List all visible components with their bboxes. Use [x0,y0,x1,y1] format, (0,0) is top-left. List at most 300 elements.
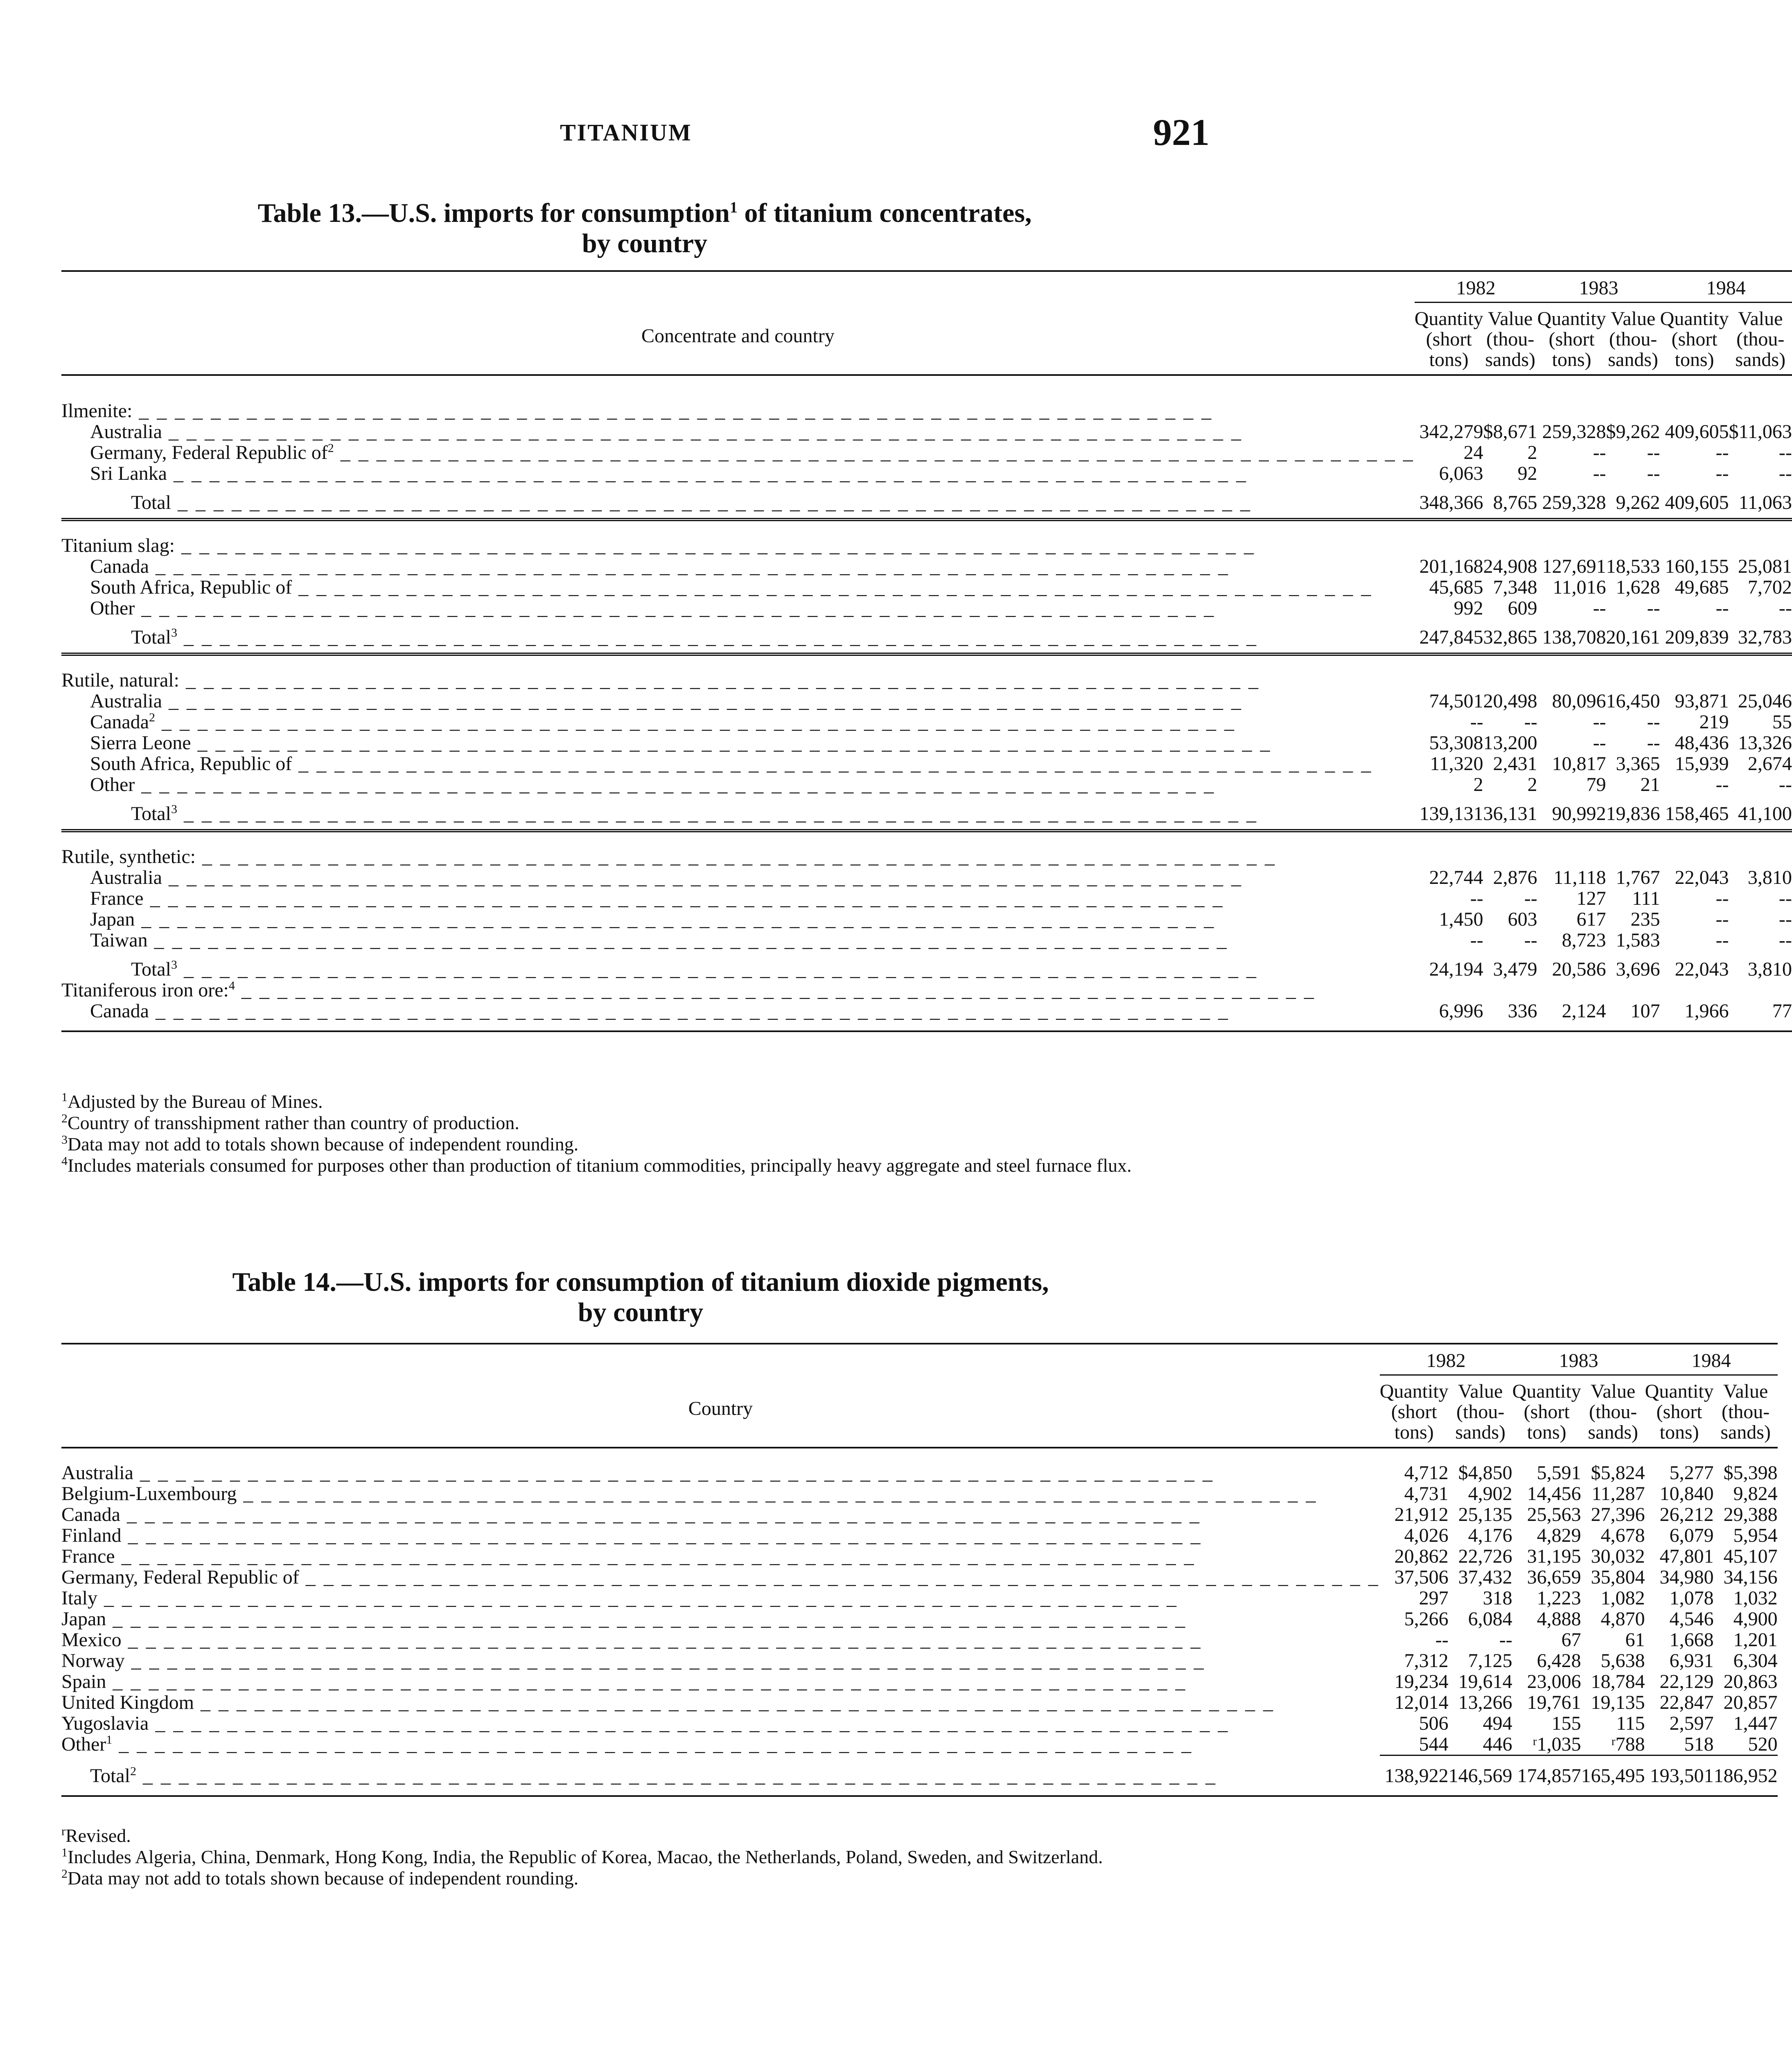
row-label: Finland _ _ _ _ _ _ _ _ _ _ _ _ _ _ _ _ _ _ _ _ _ _ _ _ _ _ _ _ _ _ _ _ _ _ _ _ _ _ _ _ _ _ _ _ _ _ _ _ _ _ _ _ _ _ _ _ _ _ _ _ [61,1525,1202,1546]
total-value: 138,708 [1542,626,1606,648]
cell-value: 4,829 [1537,1525,1581,1546]
cell-value: 22,744 [1429,867,1483,888]
cell-value: 12,014 [1394,1692,1449,1713]
quantity-header: Quantity (short tons) [1380,1375,1449,1448]
quantity-header: Quantity (short tons) [1660,303,1729,375]
cell-value: 992 [1453,597,1483,619]
cell-value: 24,908 [1483,556,1537,577]
cell-value: 259,328 [1542,421,1606,443]
row-label: Belgium-Luxembourg _ _ _ _ _ _ _ _ _ _ _ _ _ _ _ _ _ _ _ _ _ _ _ _ _ _ _ _ _ _ _ _ _ _ _ _ _ _ _ _ _ _ _ _ _ _ _ _ _ _ _ _ _ _ _ _ _ _ _ _ [61,1483,1318,1505]
cell-value: 16,450 [1606,690,1660,712]
cell-value: -- [1524,711,1537,733]
cell-value: 2,597 [1669,1713,1714,1734]
page-number: 921 [1153,111,1210,153]
row-label: Mexico _ _ _ _ _ _ _ _ _ _ _ _ _ _ _ _ _ _ _ _ _ _ _ _ _ _ _ _ _ _ _ _ _ _ _ _ _ _ _ _ _ _ _ _ _ _ _ _ _ _ _ _ _ _ _ _ _ _ _ _ [61,1629,1202,1651]
table-row [61,1713,1778,1734]
cell-value: 7,702 [1747,576,1792,598]
table-row [61,1546,1778,1567]
total-row [61,795,1792,824]
row-label: Japan _ _ _ _ _ _ _ _ _ _ _ _ _ _ _ _ _ _ _ _ _ _ _ _ _ _ _ _ _ _ _ _ _ _ _ _ _ _ _ _ _ _ _ _ _ _ _ _ _ _ _ _ _ _ _ _ _ _ _ _ [61,1608,1187,1630]
row-label: France _ _ _ _ _ _ _ _ _ _ _ _ _ _ _ _ _ _ _ _ _ _ _ _ _ _ _ _ _ _ _ _ _ _ _ _ _ _ _ _ _ _ _ _ _ _ _ _ _ _ _ _ _ _ _ _ _ _ _ _ [90,888,1224,909]
cell-value: 609 [1508,597,1537,619]
cell-value: 22,726 [1458,1545,1512,1567]
row-label: Germany, Federal Republic of _ _ _ _ _ _ _ _ _ _ _ _ _ _ _ _ _ _ _ _ _ _ _ _ _ _ _ _ _ _ _ _ _ _ _ _ _ _ _ _ _ _ _ _ _ _ _ _ _ _ _ _ _ _ _ _ _ _ _ _ [61,1566,1380,1588]
cell-value: 520 [1748,1733,1778,1755]
column-label: Country [61,1375,1380,1448]
cell-value: 7,312 [1404,1650,1449,1672]
cell-value: -- [1715,442,1729,463]
total-value: 22,043 [1675,958,1729,980]
cell-value: 31,195 [1527,1545,1581,1567]
cell-value: -- [1778,908,1792,930]
cell-value: 603 [1508,908,1537,930]
cell-value: 494 [1483,1713,1512,1734]
year-header: 1983 [1512,1344,1645,1375]
total-value: 186,952 [1714,1765,1778,1796]
value-header: Value (thou- sands) [1483,303,1537,375]
cell-value: ʳ1,035 [1532,1733,1581,1755]
table-row [61,888,1792,909]
cell-value: 22,043 [1675,867,1729,888]
table-row [61,1483,1778,1504]
cell-value: 5,638 [1600,1650,1645,1672]
cell-value: 4,546 [1669,1608,1714,1630]
year-header: 1982 [1380,1344,1512,1375]
row-label: Other _ _ _ _ _ _ _ _ _ _ _ _ _ _ _ _ _ _ _ _ _ _ _ _ _ _ _ _ _ _ _ _ _ _ _ _ _ _ _ _ _ _ _ _ _ _ _ _ _ _ _ _ _ _ _ _ _ _ _ _ [90,597,1216,619]
cell-value: 5,277 [1669,1462,1714,1484]
total-value: 139,131 [1419,803,1483,825]
total-value: 247,845 [1419,626,1483,648]
value-header: Value (thou- sands) [1606,303,1660,375]
cell-value: 1,583 [1616,929,1660,951]
table-row [61,1567,1778,1588]
total-value: 3,810 [1747,958,1792,980]
table13-footnotes [61,1091,1207,1176]
total-value: 9,262 [1616,492,1660,513]
total-label: Total$^3$ _ _ _ _ _ _ _ _ _ _ _ _ _ _ _ _ _ _ _ _ _ _ _ _ _ _ _ _ _ _ _ _ _ _ _ _ _ _ _ _ _ _ _ _ _ _ _ _ _ _ _ _ _ _ _ _ _ _ _ _ [131,802,1258,825]
cell-value: -- [1470,888,1483,909]
cell-value: 34,980 [1659,1566,1714,1588]
row-label: Sierra Leone _ _ _ _ _ _ _ _ _ _ _ _ _ _ _ _ _ _ _ _ _ _ _ _ _ _ _ _ _ _ _ _ _ _ _ _ _ _ _ _ _ _ _ _ _ _ _ _ _ _ _ _ _ _ _ _ _ _ _ _ [90,732,1272,754]
footnote: $^r$Revised. [61,1824,131,1846]
cell-value: 2,431 [1493,753,1537,775]
cell-value: 25,046 [1738,690,1792,712]
table-row [61,442,1792,463]
cell-value: 25,135 [1458,1504,1512,1525]
cell-value: -- [1435,1629,1449,1651]
table-row [61,421,1792,442]
table13-caption: Table 13.—U.S. imports for consumption$^1$ of titanium concentrates, by country [257,198,1032,258]
cell-value: 48,436 [1675,732,1729,754]
cell-value: 22,847 [1659,1692,1714,1713]
cell-value: 2 [1527,442,1537,463]
cell-value: -- [1647,442,1660,463]
cell-value: 20,863 [1723,1671,1778,1692]
cell-value: 1,668 [1669,1629,1714,1651]
cell-value: 21 [1640,774,1660,795]
cell-value: $11,063 [1729,421,1792,443]
table-row [61,1629,1778,1650]
cell-value: 10,817 [1552,753,1606,775]
year-header: 1982 [1415,271,1537,303]
cell-value: 1,201 [1733,1629,1778,1651]
quantity-header: Quantity (short tons) [1415,303,1483,375]
table-row [61,1504,1778,1525]
row-label: Australia _ _ _ _ _ _ _ _ _ _ _ _ _ _ _ _ _ _ _ _ _ _ _ _ _ _ _ _ _ _ _ _ _ _ _ _ _ _ _ _ _ _ _ _ _ _ _ _ _ _ _ _ _ _ _ _ _ _ _ _ [90,867,1243,888]
cell-value: 1,450 [1439,908,1483,930]
cell-value: -- [1715,908,1729,930]
page-header [0,111,1416,153]
table-row [61,1692,1778,1713]
cell-value: 13,200 [1483,732,1537,754]
value-header: Value (thou- sands) [1581,1375,1645,1448]
row-label: Other _ _ _ _ _ _ _ _ _ _ _ _ _ _ _ _ _ _ _ _ _ _ _ _ _ _ _ _ _ _ _ _ _ _ _ _ _ _ _ _ _ _ _ _ _ _ _ _ _ _ _ _ _ _ _ _ _ _ _ _ [90,774,1216,795]
cell-value: 155 [1551,1713,1581,1734]
cell-value: -- [1715,463,1729,484]
cell-value: 4,888 [1537,1608,1581,1630]
quantity-header: Quantity (short tons) [1645,1375,1714,1448]
cell-value: 1,767 [1616,867,1660,888]
cell-value: 5,954 [1733,1525,1778,1546]
table-row [61,463,1792,484]
total-row [61,951,1792,980]
cell-value: 93,871 [1675,690,1729,712]
row-label: Italy _ _ _ _ _ _ _ _ _ _ _ _ _ _ _ _ _ _ _ _ _ _ _ _ _ _ _ _ _ _ _ _ _ _ _ _ _ _ _ _ _ _ _ _ _ _ _ _ _ _ _ _ _ _ _ _ _ _ _ _ [61,1587,1178,1609]
total-value: 19,836 [1606,803,1660,825]
value-header: Value (thou- sands) [1729,303,1792,375]
cell-value: 10,840 [1659,1483,1714,1505]
table14 [61,1343,1778,1797]
group-heading: Rutile, synthetic: _ _ _ _ _ _ _ _ _ _ _ _ _ _ _ _ _ _ _ _ _ _ _ _ _ _ _ _ _ _ _ _ _ _ _ _ _ _ _ _ _ _ _ _ _ _ _ _ _ _ _ _ _ _ _ _ _ _ _ _ [61,846,1276,868]
cell-value: 25,081 [1738,556,1792,577]
total-value: 41,100 [1738,803,1792,825]
cell-value: 80,096 [1552,690,1606,712]
cell-value: -- [1715,597,1729,619]
cell-value: 8,723 [1562,929,1606,951]
cell-value: 219 [1699,711,1729,733]
cell-value: 297 [1419,1587,1449,1609]
table-row [61,712,1792,732]
cell-value: 2,124 [1537,1001,1606,1031]
total-label: Total _ _ _ _ _ _ _ _ _ _ _ _ _ _ _ _ _ _ _ _ _ _ _ _ _ _ _ _ _ _ _ _ _ _ _ _ _ _ _ _ _ _ _ _ _ _ _ _ _ _ _ _ _ _ _ _ _ _ _ _ [131,492,1252,513]
cell-value: 2 [1527,774,1537,795]
total-value: 174,857 [1512,1765,1581,1796]
cell-value: -- [1647,732,1660,754]
cell-value: 20,862 [1394,1545,1449,1567]
cell-value: 55 [1772,711,1792,733]
cell-value: 506 [1419,1713,1449,1734]
total-row [61,1765,1778,1796]
table-row [61,774,1792,795]
total-value: 409,605 [1665,492,1729,513]
cell-value: -- [1593,442,1606,463]
row-label: United Kingdom _ _ _ _ _ _ _ _ _ _ _ _ _ _ _ _ _ _ _ _ _ _ _ _ _ _ _ _ _ _ _ _ _ _ _ _ _ _ _ _ _ _ _ _ _ _ _ _ _ _ _ _ _ _ _ _ _ _ _ _ [61,1692,1275,1713]
cell-value: 53,308 [1429,732,1483,754]
total-value: 138,922 [1380,1765,1449,1796]
cell-value: 11,320 [1430,753,1483,775]
cell-value: $8,671 [1483,421,1537,443]
total-value: 259,328 [1542,492,1606,513]
row-label: Other$^1$ _ _ _ _ _ _ _ _ _ _ _ _ _ _ _ _ _ _ _ _ _ _ _ _ _ _ _ _ _ _ _ _ _ _ _ _ _ _ _ _ _ _ _ _ _ _ _ _ _ _ _ _ _ _ _ _ _ _ _ _ [61,1733,1193,1755]
group-heading: Titaniferous iron ore:$^4$ _ _ _ _ _ _ _ _ _ _ _ _ _ _ _ _ _ _ _ _ _ _ _ _ _ _ _ _ _ _ _ _ _ _ _ _ _ _ _ _ _ _ _ _ _ _ _ _ _ _ _ _ _ _ _ _ _ _ _ _ [61,979,1316,1001]
total-label: Total$^3$ _ _ _ _ _ _ _ _ _ _ _ _ _ _ _ _ _ _ _ _ _ _ _ _ _ _ _ _ _ _ _ _ _ _ _ _ _ _ _ _ _ _ _ _ _ _ _ _ _ _ _ _ _ _ _ _ _ _ _ _ [131,626,1258,648]
cell-value: 6,063 [1439,463,1483,484]
row-label: Taiwan _ _ _ _ _ _ _ _ _ _ _ _ _ _ _ _ _ _ _ _ _ _ _ _ _ _ _ _ _ _ _ _ _ _ _ _ _ _ _ _ _ _ _ _ _ _ _ _ _ _ _ _ _ _ _ _ _ _ _ _ [90,929,1228,951]
cell-value: 127,691 [1542,556,1606,577]
cell-value: $4,850 [1458,1462,1512,1484]
cell-value: 7,125 [1468,1650,1512,1672]
row-label: Australia _ _ _ _ _ _ _ _ _ _ _ _ _ _ _ _ _ _ _ _ _ _ _ _ _ _ _ _ _ _ _ _ _ _ _ _ _ _ _ _ _ _ _ _ _ _ _ _ _ _ _ _ _ _ _ _ _ _ _ _ [90,421,1243,443]
cell-value: 1,082 [1600,1587,1645,1609]
cell-value: -- [1778,888,1792,909]
cell-value: 409,605 [1665,421,1729,443]
cell-value: 29,388 [1723,1504,1778,1525]
cell-value: 2 [1473,774,1483,795]
table-row [61,598,1792,619]
table-row [61,753,1792,774]
total-row [61,484,1792,513]
table-row [61,1650,1778,1671]
cell-value: 13,326 [1738,732,1792,754]
cell-value: 127 [1576,888,1606,909]
cell-value: 11,016 [1553,576,1606,598]
cell-value: 22,129 [1659,1671,1714,1692]
table-row [61,1734,1778,1756]
cell-value: 4,678 [1600,1525,1645,1546]
table-row [61,1671,1778,1692]
cell-value: 26,212 [1659,1504,1714,1525]
cell-value: 115 [1616,1713,1645,1734]
cell-value: 160,155 [1665,556,1729,577]
cell-value: 24 [1463,442,1483,463]
table-row [61,867,1792,888]
cell-value: 111 [1632,888,1660,909]
cell-value: 18,533 [1606,556,1660,577]
cell-value: 23,006 [1527,1671,1581,1692]
year-header: 1984 [1660,271,1792,303]
footnote: $^4$Includes materials consumed for purposes other than production of titanium commodities, principally heavy aggregate and steel furnace flux. [61,1154,1132,1176]
section-title: TITANIUM [560,119,692,146]
row-label: Yugoslavia _ _ _ _ _ _ _ _ _ _ _ _ _ _ _ _ _ _ _ _ _ _ _ _ _ _ _ _ _ _ _ _ _ _ _ _ _ _ _ _ _ _ _ _ _ _ _ _ _ _ _ _ _ _ _ _ _ _ _ _ [61,1713,1230,1734]
cell-value: 11,287 [1591,1483,1645,1505]
cell-value: 342,279 [1419,421,1483,443]
row-label: Canada _ _ _ _ _ _ _ _ _ _ _ _ _ _ _ _ _ _ _ _ _ _ _ _ _ _ _ _ _ _ _ _ _ _ _ _ _ _ _ _ _ _ _ _ _ _ _ _ _ _ _ _ _ _ _ _ _ _ _ _ [61,1001,1415,1031]
cell-value: 4,900 [1733,1608,1778,1630]
cell-value: 1,966 [1660,1001,1729,1031]
total-value: 348,366 [1419,492,1483,513]
total-value: 158,465 [1665,803,1729,825]
cell-value: 18,784 [1591,1671,1645,1692]
cell-value: 5,591 [1537,1462,1581,1484]
cell-value: 518 [1684,1733,1714,1755]
cell-value: 1,447 [1733,1713,1778,1734]
cell-value: 47,801 [1659,1545,1714,1567]
cell-value: 336 [1483,1001,1537,1031]
cell-value: 19,614 [1458,1671,1512,1692]
footnote: $^1$Adjusted by the Bureau of Mines. [61,1090,323,1112]
cell-value: -- [1647,463,1660,484]
cell-value: -- [1715,888,1729,909]
total-value: 32,783 [1738,626,1792,648]
row-label: Sri Lanka _ _ _ _ _ _ _ _ _ _ _ _ _ _ _ _ _ _ _ _ _ _ _ _ _ _ _ _ _ _ _ _ _ _ _ _ _ _ _ _ _ _ _ _ _ _ _ _ _ _ _ _ _ _ _ _ _ _ _ _ [90,463,1248,484]
total-value: 165,495 [1581,1765,1645,1796]
cell-value: 544 [1419,1733,1449,1755]
cell-value: 4,176 [1468,1525,1512,1546]
cell-value: 235 [1630,908,1660,930]
cell-value: 2,674 [1747,753,1792,775]
cell-value: 37,432 [1458,1566,1512,1588]
total-value: 20,161 [1606,626,1660,648]
row-label: Germany, Federal Republic $of^2$ _ _ _ _ _ _ _ _ _ _ _ _ _ _ _ _ _ _ _ _ _ _ _ _ _ _ _ _ _ _ _ _ _ _ _ _ _ _ _ _ _ _ _ _ _ _ _ _ _ _ _ _ _ _ _ _ _ _ _ _ [90,441,1415,463]
table-row [61,1001,1792,1031]
cell-value: 4,902 [1468,1483,1512,1505]
footnote: $^1$Includes Algeria, China, Denmark, Hong Kong, India, the Republic of Korea, Macao, the Netherlands, Poland, Sweden, and Switzerland. [61,1846,1103,1867]
row-label: Canada$^2$ _ _ _ _ _ _ _ _ _ _ _ _ _ _ _ _ _ _ _ _ _ _ _ _ _ _ _ _ _ _ _ _ _ _ _ _ _ _ _ _ _ _ _ _ _ _ _ _ _ _ _ _ _ _ _ _ _ _ _ _ [90,711,1236,733]
cell-value: -- [1715,774,1729,795]
cell-value: 1,223 [1537,1587,1581,1609]
row-label: Australia _ _ _ _ _ _ _ _ _ _ _ _ _ _ _ _ _ _ _ _ _ _ _ _ _ _ _ _ _ _ _ _ _ _ _ _ _ _ _ _ _ _ _ _ _ _ _ _ _ _ _ _ _ _ _ _ _ _ _ _ [90,690,1243,712]
row-label: Norway _ _ _ _ _ _ _ _ _ _ _ _ _ _ _ _ _ _ _ _ _ _ _ _ _ _ _ _ _ _ _ _ _ _ _ _ _ _ _ _ _ _ _ _ _ _ _ _ _ _ _ _ _ _ _ _ _ _ _ _ [61,1650,1205,1672]
cell-value: $5,824 [1591,1462,1645,1484]
cell-value: -- [1778,597,1792,619]
cell-value: 6,079 [1669,1525,1714,1546]
footnote: $^3$Data may not add to totals shown because of independent rounding. [61,1133,579,1155]
footnote: $^2$Data may not add to totals shown because of independent rounding. [61,1867,579,1889]
table-row [61,1525,1778,1546]
cell-value: 77 [1729,1001,1792,1031]
value-header: Value (thou- sands) [1449,1375,1512,1448]
cell-value: 6,084 [1468,1608,1512,1630]
cell-value: 49,685 [1675,576,1729,598]
group-heading: Ilmenite: _ _ _ _ _ _ _ _ _ _ _ _ _ _ _ _ _ _ _ _ _ _ _ _ _ _ _ _ _ _ _ _ _ _ _ _ _ _ _ _ _ _ _ _ _ _ _ _ _ _ _ _ _ _ _ _ _ _ _ _ [61,400,1213,422]
quantity-header: Quantity (short tons) [1512,1375,1581,1448]
row-label: Spain _ _ _ _ _ _ _ _ _ _ _ _ _ _ _ _ _ _ _ _ _ _ _ _ _ _ _ _ _ _ _ _ _ _ _ _ _ _ _ _ _ _ _ _ _ _ _ _ _ _ _ _ _ _ _ _ _ _ _ _ [61,1671,1187,1692]
row-label: Canada _ _ _ _ _ _ _ _ _ _ _ _ _ _ _ _ _ _ _ _ _ _ _ _ _ _ _ _ _ _ _ _ _ _ _ _ _ _ _ _ _ _ _ _ _ _ _ _ _ _ _ _ _ _ _ _ _ _ _ _ [90,556,1230,577]
cell-value: 79 [1586,774,1606,795]
cell-value: 4,870 [1600,1608,1645,1630]
table-row [61,691,1792,712]
cell-value: 6,304 [1733,1650,1778,1672]
cell-value: 318 [1483,1587,1512,1609]
table-row [61,732,1792,753]
cell-value: 201,168 [1419,556,1483,577]
group-heading: Titanium slag: _ _ _ _ _ _ _ _ _ _ _ _ _ _ _ _ _ _ _ _ _ _ _ _ _ _ _ _ _ _ _ _ _ _ _ _ _ _ _ _ _ _ _ _ _ _ _ _ _ _ _ _ _ _ _ _ _ _ _ _ [61,535,1255,556]
cell-value: -- [1778,774,1792,795]
cell-value: 45,685 [1429,576,1483,598]
row-label: Canada _ _ _ _ _ _ _ _ _ _ _ _ _ _ _ _ _ _ _ _ _ _ _ _ _ _ _ _ _ _ _ _ _ _ _ _ _ _ _ _ _ _ _ _ _ _ _ _ _ _ _ _ _ _ _ _ _ _ _ _ [61,1504,1201,1525]
table14-caption: Table 14.—U.S. imports for consumption of titanium dioxide pigments, by country [232,1267,1049,1327]
cell-value: 35,804 [1591,1566,1645,1588]
cell-value: 3,810 [1747,867,1792,888]
cell-value: 15,939 [1675,753,1729,775]
cell-value: -- [1647,597,1660,619]
cell-value: 4,712 [1404,1462,1449,1484]
cell-value: -- [1778,442,1792,463]
table-row [61,1462,1778,1483]
cell-value: -- [1593,597,1606,619]
table-row [61,930,1792,951]
cell-value: 6,996 [1415,1001,1483,1031]
table-row [61,1609,1778,1629]
cell-value: -- [1715,929,1729,951]
cell-value: 2,876 [1493,867,1537,888]
cell-value: 6,931 [1669,1650,1714,1672]
table-row [61,1588,1778,1609]
cell-value: -- [1524,888,1537,909]
total-value: 24,194 [1429,958,1483,980]
row-label: South Africa, Republic of _ _ _ _ _ _ _ _ _ _ _ _ _ _ _ _ _ _ _ _ _ _ _ _ _ _ _ _ _ _ _ _ _ _ _ _ _ _ _ _ _ _ _ _ _ _ _ _ _ _ _ _ _ _ _ _ _ _ _ _ [90,576,1373,598]
cell-value: 6,428 [1537,1650,1581,1672]
total-value: 193,501 [1645,1765,1714,1796]
total-label: Total$^3$ _ _ _ _ _ _ _ _ _ _ _ _ _ _ _ _ _ _ _ _ _ _ _ _ _ _ _ _ _ _ _ _ _ _ _ _ _ _ _ _ _ _ _ _ _ _ _ _ _ _ _ _ _ _ _ _ _ _ _ _ [131,958,1258,980]
cell-value: 37,506 [1394,1566,1449,1588]
cell-value: 74,501 [1429,690,1483,712]
cell-value: -- [1593,711,1606,733]
cell-value: 61 [1625,1629,1645,1651]
cell-value: 4,026 [1404,1525,1449,1546]
cell-value: 1,628 [1616,576,1660,598]
cell-value: 1,078 [1669,1587,1714,1609]
total-value: 3,696 [1616,958,1660,980]
total-value: 8,765 [1493,492,1537,513]
cell-value: -- [1593,463,1606,484]
cell-value: $5,398 [1723,1462,1778,1484]
quantity-header: Quantity (short tons) [1537,303,1606,375]
total-label: Total$^2$ _ _ _ _ _ _ _ _ _ _ _ _ _ _ _ _ _ _ _ _ _ _ _ _ _ _ _ _ _ _ _ _ _ _ _ _ _ _ _ _ _ _ _ _ _ _ _ _ _ _ _ _ _ _ _ _ _ _ _ _ [61,1765,1380,1796]
cell-value: 617 [1576,908,1606,930]
total-value: 11,063 [1738,492,1792,513]
cell-value: -- [1524,929,1537,951]
cell-value: 30,032 [1591,1545,1645,1567]
cell-value: -- [1593,732,1606,754]
group-heading: Rutile, natural: _ _ _ _ _ _ _ _ _ _ _ _ _ _ _ _ _ _ _ _ _ _ _ _ _ _ _ _ _ _ _ _ _ _ _ _ _ _ _ _ _ _ _ _ _ _ _ _ _ _ _ _ _ _ _ _ _ _ _ _ [61,669,1260,691]
cell-value: 4,731 [1404,1483,1449,1505]
cell-value: -- [1499,1629,1512,1651]
cell-value: -- [1470,929,1483,951]
cell-value: 1,032 [1733,1587,1778,1609]
table-row [61,556,1792,577]
total-value: 3,479 [1493,958,1537,980]
total-value: 90,992 [1552,803,1606,825]
cell-value: 14,456 [1527,1483,1581,1505]
cell-value: 27,396 [1591,1504,1645,1525]
total-value: 209,839 [1665,626,1729,648]
cell-value: -- [1778,463,1792,484]
cell-value: 21,912 [1394,1504,1449,1525]
cell-value: 36,659 [1527,1566,1581,1588]
cell-value: -- [1647,711,1660,733]
row-label: Japan _ _ _ _ _ _ _ _ _ _ _ _ _ _ _ _ _ _ _ _ _ _ _ _ _ _ _ _ _ _ _ _ _ _ _ _ _ _ _ _ _ _ _ _ _ _ _ _ _ _ _ _ _ _ _ _ _ _ _ _ [90,908,1216,930]
cell-value: 25,563 [1527,1504,1581,1525]
cell-value: -- [1470,711,1483,733]
cell-value: 7,348 [1493,576,1537,598]
cell-value: 19,761 [1527,1692,1581,1713]
cell-value: 107 [1606,1001,1660,1031]
cell-value: 3,365 [1616,753,1660,775]
cell-value: 13,266 [1458,1692,1512,1713]
total-value: 20,586 [1552,958,1606,980]
row-label: South Africa, Republic of _ _ _ _ _ _ _ _ _ _ _ _ _ _ _ _ _ _ _ _ _ _ _ _ _ _ _ _ _ _ _ _ _ _ _ _ _ _ _ _ _ _ _ _ _ _ _ _ _ _ _ _ _ _ _ _ _ _ _ _ [90,753,1373,775]
total-value: 36,131 [1483,803,1537,825]
row-label: France _ _ _ _ _ _ _ _ _ _ _ _ _ _ _ _ _ _ _ _ _ _ _ _ _ _ _ _ _ _ _ _ _ _ _ _ _ _ _ _ _ _ _ _ _ _ _ _ _ _ _ _ _ _ _ _ _ _ _ _ [61,1545,1196,1567]
cell-value: ʳ788 [1611,1733,1645,1755]
cell-value: 11,118 [1553,867,1606,888]
cell-value: $9,262 [1606,421,1660,443]
table13 [61,270,1792,1032]
total-row [61,619,1792,648]
cell-value: 5,266 [1404,1608,1449,1630]
cell-value: 92 [1517,463,1537,484]
